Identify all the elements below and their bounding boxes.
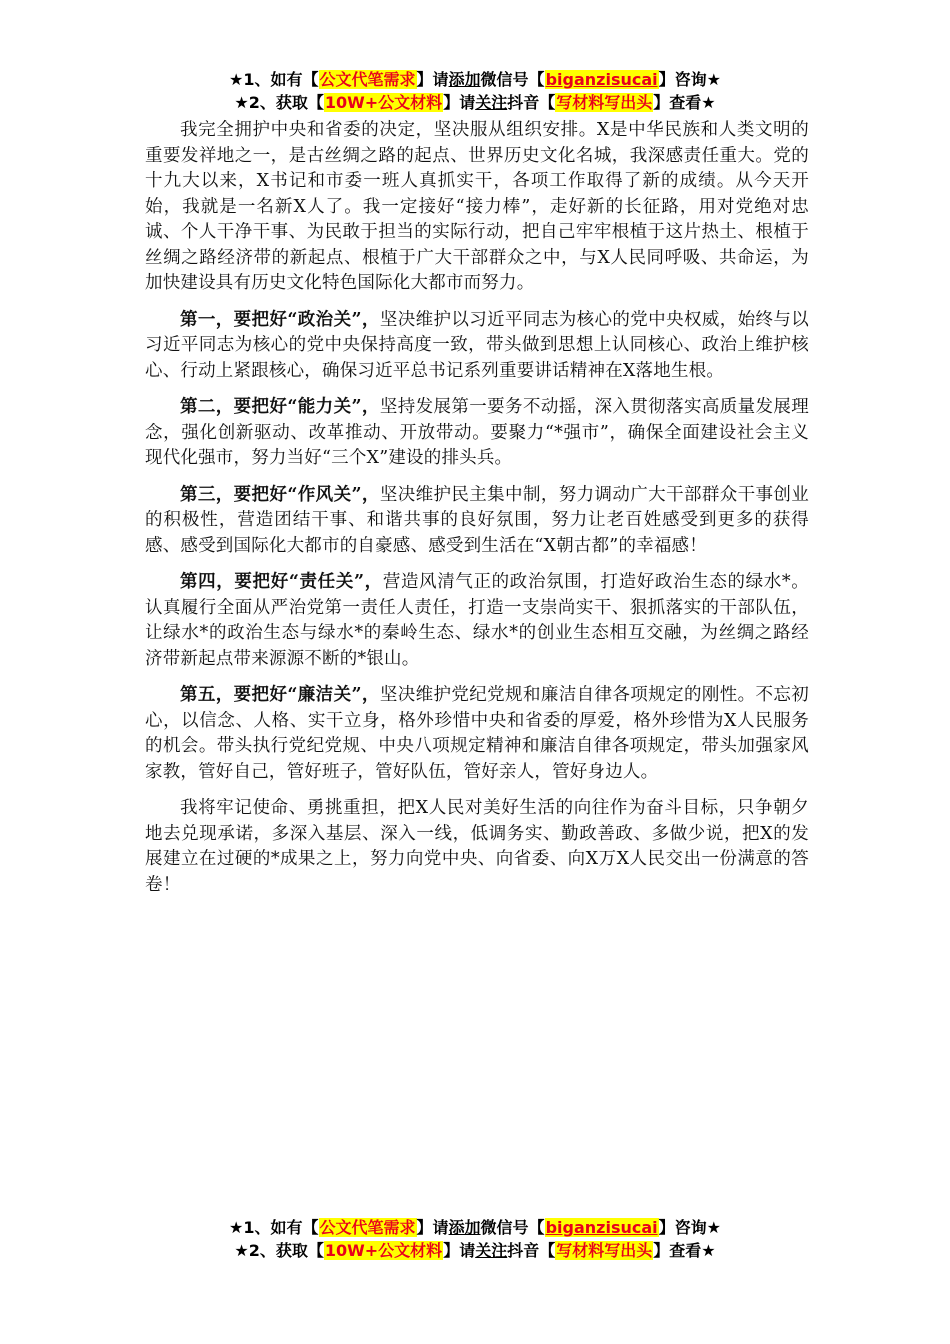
- highlight-douyin-account: 写材料写出头: [556, 93, 653, 112]
- paragraph-closing: 我将牢记使命、勇挑重担，把X人民对美好生活的向往作为奋斗目标，只争朝夕地去兑现承诺，多深入基层、深入一线，低调务实、勤政善政、多做少说，把X的发展建立在过硬的*成果之上，努力向党中央、向省委、向X万X人民交出一份满意的答卷！: [145, 798, 809, 895]
- footer-highlight-service: 公文代笔需求: [319, 1218, 416, 1237]
- footer-banner: [0, 1216, 950, 1262]
- banner-line-2: ★2、获取【10W+公文材料】请关注抖音【写材料写出头】查看★: [234, 93, 716, 112]
- highlight-service: 公文代笔需求: [319, 70, 416, 89]
- footer-highlight-materials: 10W+公文材料: [324, 1241, 443, 1260]
- highlight-wechat-id: biganzisucai: [545, 70, 658, 89]
- header-banner: [0, 68, 950, 114]
- paragraph-ability: 第二，要把好“能力关”，坚持发展第一要务不动摇，深入贯彻落实高质量发展理念，强化创新驱动、改革推动、开放带动。要聚力“*强市”，确保全面建设社会主义现代化强市，努力当好“三个X”建设的排头兵。: [145, 397, 810, 468]
- document-body: [145, 118, 809, 909]
- paragraph-style: 第三，要把好“作风关”，坚决维护民主集中制，努力调动广大干部群众干事创业的积极性，营造团结干事、和谐共事的良好氛围，努力让老百姓感受到更多的获得感、感受到国际化大都市的自豪感、感受到生活在“X朝古都”的幸福感！: [145, 484, 810, 556]
- footer-highlight-wechat-id: biganzisucai: [545, 1218, 658, 1237]
- paragraph-intro: 我完全拥护中央和省委的决定，坚决服从组织安排。X是中华民族和人类文明的重要发祥地之一，是古丝绸之路的起点、世界历史文化名城，我深感责任重大。党的十九大以来，X书记和市委一班人真抓实干，各项工作取得了新的成绩。从今天开始，我就是一名新X人了。我一定接好“接力棒”，走好新的长征路，用对党绝对忠诚、个人干净干事、为民敢于担当的实际行动，把自己牢牢根植于这片热土、根植于丝绸之路经济带的新起点、根植于广大干部群众之中，与X人民同呼吸、共命运，为加快建设具有历史文化特色国际化大都市而努力。: [145, 120, 809, 293]
- highlight-materials: 10W+公文材料: [324, 93, 443, 112]
- paragraph-responsibility: 第四，要把好“责任关”，营造风清气正的政治氛围，打造好政治生态的绿水*。认真履行全面从严治党第一责任人责任，打造一支崇尚实干、狠抓落实的干部队伍，让绿水*的政治生态与绿水*的秦岭生态、绿水*的创业生态相互交融，为丝绸之路经济带新起点带来源源不断的*银山。: [145, 572, 810, 669]
- footer-banner-line-1: ★1、如有【公文代笔需求】请添加微信号【biganzisucai】咨询★: [229, 1218, 721, 1237]
- footer-highlight-douyin-account: 写材料写出头: [556, 1241, 653, 1260]
- paragraph-integrity: 第五，要把好“廉洁关”，坚决维护党纪党规和廉洁自律各项规定的刚性。不忘初心，以信念、人格、实干立身，格外珍惜中央和省委的厚爱，格外珍惜为X人民服务的机会。带头执行党纪党规、中央八项规定精神和廉洁自律各项规定，带头加强家风家教，管好自己，管好班子，管好队伍，管好亲人，管好身边人。: [145, 685, 810, 782]
- paragraph-political: 第一，要把好“政治关”，坚决维护以习近平同志为核心的党中央权威，始终与以习近平同志为核心的党中央保持高度一致，带头做到思想上认同核心、政治上维护核心、行动上紧跟核心，确保习近平总书记系列重要讲话精神在X落地生根。: [145, 309, 810, 381]
- footer-banner-line-2: ★2、获取【10W+公文材料】请关注抖音【写材料写出头】查看★: [234, 1241, 716, 1260]
- banner-line-1: ★1、如有【公文代笔需求】请添加微信号【biganzisucai】咨询★: [229, 70, 721, 89]
